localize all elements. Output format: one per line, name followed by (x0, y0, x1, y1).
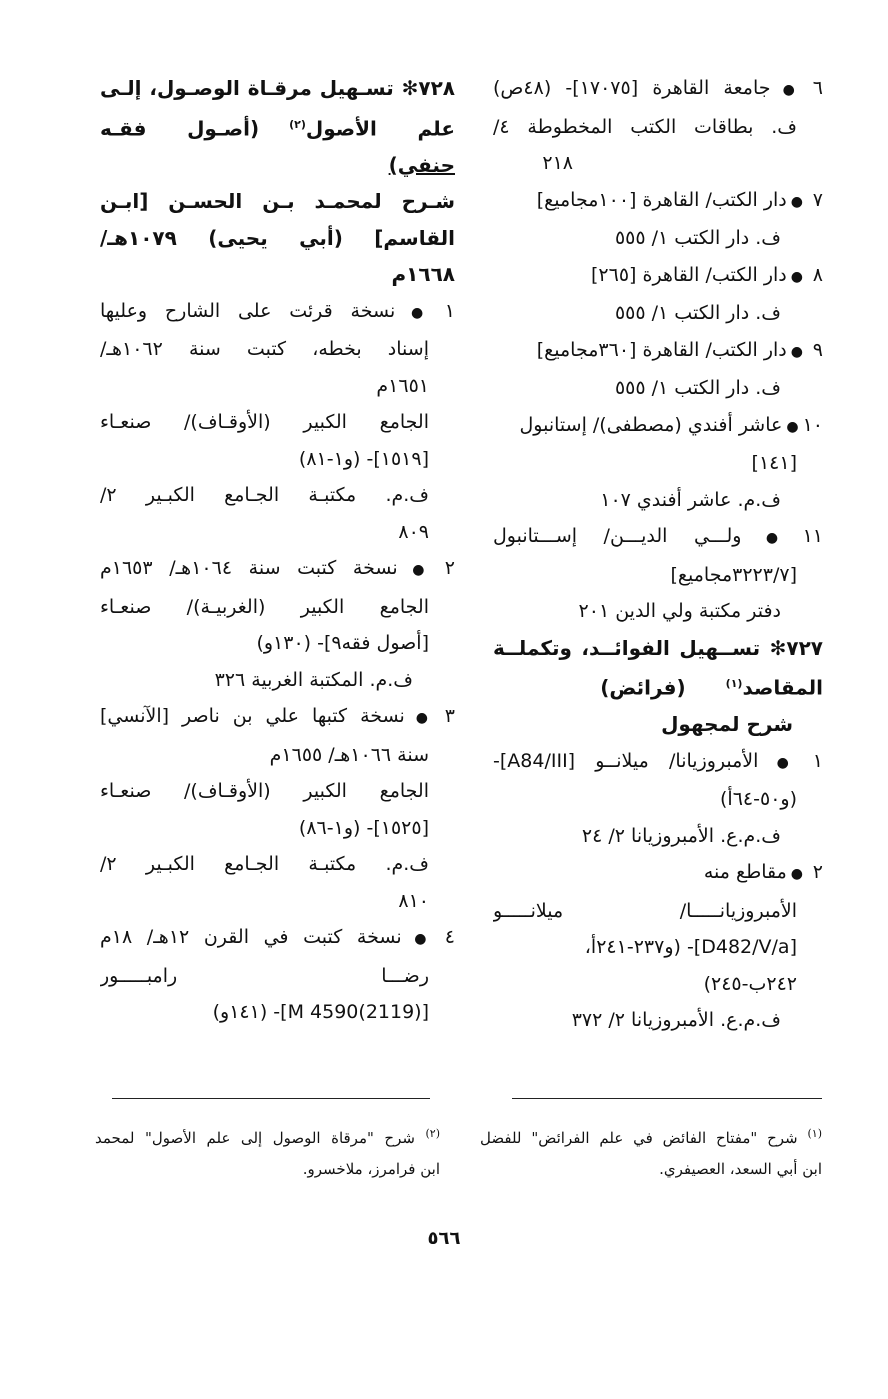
library: الجامع الكبير (الغربيـة)/ صنعـاء (100, 595, 429, 618)
entry-text: مقاطع منه (703, 861, 787, 884)
book-727-entry-2 (493, 854, 823, 1039)
entry-10 (493, 407, 823, 519)
footnote-text: شرح "مرقاة الوصول إلى علم الأصول" لمحمد (95, 1129, 415, 1147)
library: الجامع الكبير (الأوقـاف)/ صنعـاء (100, 780, 429, 803)
bullet-icon: ● (790, 193, 803, 210)
bullet-icon: ● (786, 418, 799, 435)
entry-text: الأمبروزيانا/ ميلانــو [A84/III]- (493, 749, 759, 772)
entry-text: دار الكتب/ القاهرة [٢٦٥] (591, 263, 787, 286)
library: الجامع الكبير (الأوقـاف)/ صنعـاء (100, 411, 429, 434)
book-title-cont: علم الأصول (305, 116, 455, 141)
book-728-entry-3 (100, 698, 455, 919)
entry-text: دار الكتب/ القاهرة [٣٦٠مجاميع] (536, 338, 787, 361)
catalog-reference: ف.م. عاشر أفندي ١٠٧ (600, 488, 781, 511)
bullet-icon: ● (790, 866, 803, 883)
footnote-divider (112, 1098, 430, 1099)
right-column (493, 70, 823, 1039)
left-column (100, 70, 455, 1031)
entry-11 (493, 518, 823, 630)
bullet-icon: ● (405, 931, 436, 948)
entry-number: ٢ (812, 861, 823, 884)
date: سنة ١٠٦٦هـ/ ١٦٥٥م (269, 743, 429, 766)
entry-6 (493, 70, 823, 182)
bullet-icon: ● (774, 82, 804, 98)
commentary-author: شرح لمجهول (661, 712, 793, 737)
footnote-text: شرح "مفتاح الفائض في علم الفرائض" للفضل (480, 1129, 798, 1147)
catalog-reference: ف. بطاقات الكتب المخطوطة ٤/ (493, 115, 797, 138)
entry-text: نسخة قرئت على الشارح وعليها (100, 299, 396, 322)
shelfmark: [١٥١٩]- (و١-٨١) (298, 447, 429, 470)
book-title: ٧٢٨✻ تسـهيل مرقـاة الوصـول، إلـى (100, 76, 455, 100)
bullet-icon: ● (762, 754, 803, 771)
bullet-icon: ● (408, 710, 436, 727)
footnote-2 (95, 1118, 440, 1185)
author-death-date: ١٦٦٨م (391, 262, 455, 287)
entry-number: ٢ (444, 557, 455, 580)
entry-8 (493, 257, 823, 332)
book-728-entry-2 (100, 550, 455, 698)
subject: (فرائض) (600, 675, 686, 700)
bullet-icon: ● (790, 268, 803, 285)
library: الأمبروزيانـــــا/ ميلانـــــو (493, 899, 797, 922)
footnote-1 (480, 1118, 822, 1185)
catalog-reference-cont: ٨١٠ (398, 889, 429, 912)
date: ١٦٥١م (376, 374, 429, 397)
catalog-reference: ف. دار الكتب ١/ ٥٥٥ (614, 227, 781, 249)
entry-number: ٣ (444, 705, 455, 728)
catalog-reference: دفتر مكتبة ولي الدين ٢٠١ (578, 600, 781, 622)
entry-text: دار الكتب/ القاهرة [١٠٠مجاميع] (536, 188, 787, 211)
commentary-author: شـرح لمحمـد بـن الحسـن [ابـن (100, 189, 455, 214)
entry-7 (493, 182, 823, 257)
catalog-reference: ف. دار الكتب ١/ ٥٥٥ (614, 377, 781, 399)
bullet-icon: ● (745, 530, 799, 546)
shelfmark: [١٤١] (751, 452, 797, 474)
catalog-reference: ف.م. مكتبـة الجـامع الكبـير ٢/ (100, 484, 429, 507)
footnote-marker: (١) (807, 1127, 822, 1140)
book-727-entry-1 (493, 743, 823, 855)
catalog-reference: ف.م. مكتبـة الجـامع الكبـير ٢/ (100, 853, 429, 876)
book-title: ٧٢٧✻ تســهيل الفوائــد، وتكملــة (493, 635, 823, 660)
entry-text: جامعة القاهرة [١٧٠٧٥]- (٤٨ص) (493, 77, 771, 99)
catalog-reference-cont: ٨٠٩ (398, 520, 429, 543)
footnote-text-cont: ابن فرامرز، ملاخسرو. (302, 1160, 440, 1178)
shelfmark: [أصول فقه٩]- (١٣٠و) (256, 632, 429, 655)
catalog-reference-cont: ٢١٨ (542, 152, 573, 174)
entry-number: ٨ (812, 263, 823, 286)
entry-number: ٩ (812, 338, 823, 361)
shelfmark: [D482/V/a]- (و٢٣٧-٢٤١أ، (584, 936, 797, 959)
entry-number: ١١ (802, 525, 823, 547)
catalog-reference: ف.م.ع. الأمبروزيانا ٢/ ٢٤ (581, 824, 781, 847)
folios: (و٥٠-٦٤أ) (720, 788, 797, 811)
library: رضـــا رامبـــــور (100, 964, 429, 987)
subject-cont: حنفي) (388, 152, 455, 177)
footnote-marker: (٢) (289, 117, 306, 131)
entry-text: نسخة كتبت في القرن ١٢هـ/ ١٨م (100, 926, 402, 949)
catalog-reference: ف. دار الكتب ١/ ٥٥٥ (614, 302, 781, 324)
folios: ٢٤٢ب-٢٤٥) (703, 972, 797, 995)
footnote-text-cont: ابن أبي السعد، العصيفري. (659, 1160, 822, 1178)
catalog-reference: ف.م.ع. الأمبروزيانا ٢/ ٣٧٢ (571, 1009, 781, 1032)
entry-text-cont: إسناد بخطه، كتبت سنة ١٠٦٢هـ/ (100, 338, 429, 361)
book-728-header (100, 70, 455, 293)
book-727-header (493, 630, 823, 743)
entry-number: ٦ (812, 77, 823, 99)
bullet-icon: ● (790, 343, 803, 360)
catalog-reference: ف.م. المكتبة الغربية ٣٢٦ (214, 668, 413, 691)
bullet-icon: ● (401, 562, 436, 579)
entry-text: نسخة كتبها علي بن ناصر [الآنسي] (100, 705, 405, 728)
entry-9 (493, 332, 823, 407)
subject: (أصـول فقـه (100, 116, 260, 141)
footnote-divider (512, 1098, 822, 1099)
book-728-entry-4 (100, 919, 455, 1031)
entry-text: عاشر أفندي (مصطفى)/ إستانبول (519, 413, 783, 436)
shelfmark: [(2119)4590 M]- (١٤١و) (212, 1001, 429, 1024)
bullet-icon: ● (399, 304, 435, 321)
book-title-cont: المقاصد (742, 675, 823, 700)
entry-text: ولـــي الديـــن/ إســـتانبول (493, 525, 742, 547)
entry-number: ٤ (444, 926, 455, 949)
shelfmark: [٣٢٢٣/٧مجاميع] (670, 563, 797, 586)
footnote-marker: (١) (725, 677, 743, 690)
entry-text: نسخة كتبت سنة ١٠٦٤هـ/ ١٦٥٣م (100, 557, 398, 580)
book-728-entry-1 (100, 293, 455, 551)
footnote-marker: (٢) (425, 1127, 440, 1140)
entry-number: ١ (444, 299, 455, 322)
entry-number: ١ (812, 749, 823, 772)
entry-number: ٧ (812, 188, 823, 211)
commentary-author-cont: القاسم] (أبي يحيى) ١٠٧٩هـ/ (100, 225, 455, 250)
page-number: ٥٦٦ (427, 1228, 461, 1249)
shelfmark: [١٥٢٥]- (و١-٨٦) (298, 816, 429, 839)
entry-number: ١٠ (802, 413, 823, 436)
